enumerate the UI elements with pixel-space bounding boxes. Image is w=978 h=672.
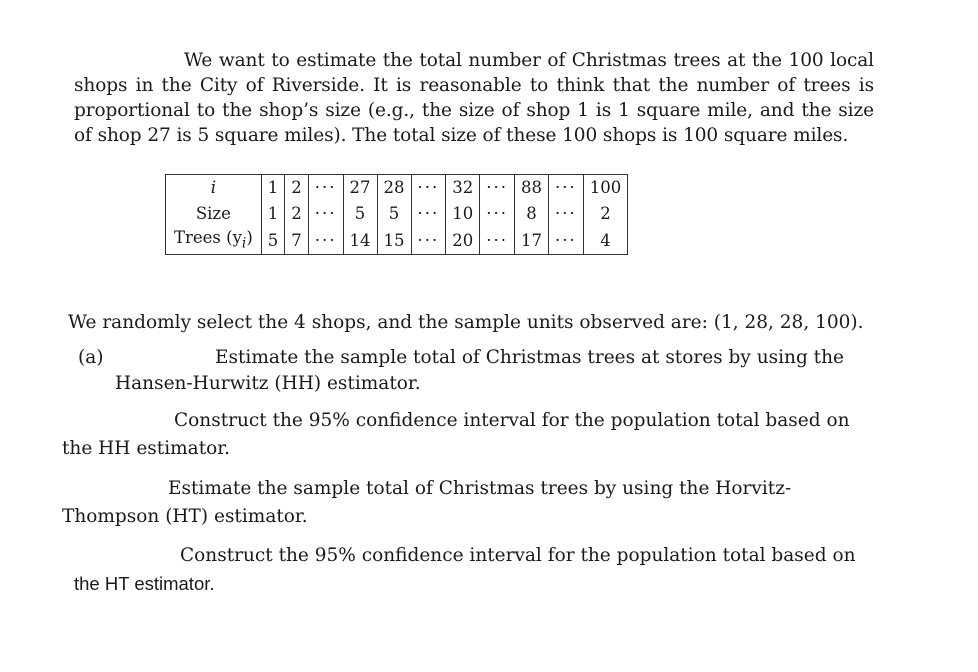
- table-cell: ···: [411, 227, 446, 255]
- intro-paragraph: We want to estimate the total number of Christmas trees at the 100 local shops in the City of Riverside. It is reasonable to think that the number of trees is proportional to the shop’s size (e.g., the size of shop 1 is 1 square mile, and the size of shop 27 is 5 square miles). The total size of these 100 shops is 100 square miles.: [74, 50, 874, 146]
- table-cell: ···: [549, 201, 584, 227]
- table-cell: 10: [446, 201, 480, 227]
- table-cell: 2: [285, 201, 309, 227]
- table-cell: ···: [308, 175, 343, 202]
- table-cell: 5: [261, 227, 285, 255]
- table-row: [166, 201, 628, 227]
- row-label-trees: Trees $(y_i)$: [166, 227, 262, 255]
- part-a-label: (a): [78, 347, 104, 368]
- question-b-line-1: Construct the 95% confidence interval for the population total based on: [174, 410, 850, 431]
- table-cell: 15: [377, 227, 411, 255]
- table-cell: 32: [446, 175, 480, 202]
- table-cell: ···: [411, 175, 446, 202]
- table-row: [166, 175, 628, 202]
- table-cell: ···: [411, 201, 446, 227]
- shop-data-table: [165, 174, 628, 255]
- sample-statement: We randomly select the 4 shops, and the sample units observed are: (1, 28, 28, 100).: [68, 312, 864, 333]
- table-cell: 1: [261, 175, 285, 202]
- table-cell: ···: [308, 227, 343, 255]
- question-d-line-1: Construct the 95% confidence interval for the population total based on: [180, 545, 856, 566]
- table-cell: 7: [285, 227, 309, 255]
- table-cell: 17: [515, 227, 549, 255]
- table-cell: ···: [308, 201, 343, 227]
- table-cell: ···: [549, 227, 584, 255]
- question-c-line-2: Thompson (HT) estimator.: [62, 506, 308, 527]
- table-cell: 1: [261, 201, 285, 227]
- table-cell: 2: [583, 201, 628, 227]
- table-cell: ···: [549, 175, 584, 202]
- table-cell: 20: [446, 227, 480, 255]
- table-cell: 27: [343, 175, 377, 202]
- table-cell: 8: [515, 201, 549, 227]
- table-cell: 100: [583, 175, 628, 202]
- question-c-line-1: Estimate the sample total of Christmas trees by using the Horvitz-: [168, 478, 792, 499]
- table-cell: 5: [377, 201, 411, 227]
- table-row: [166, 227, 628, 255]
- table-cell: 4: [583, 227, 628, 255]
- table-cell: 5: [343, 201, 377, 227]
- table-cell: ···: [480, 201, 515, 227]
- table-cell: 14: [343, 227, 377, 255]
- row-label-i: i: [166, 175, 262, 202]
- question-a-line-2: Hansen-Hurwitz (HH) estimator.: [115, 373, 421, 394]
- question-d-line-2: the HT estimator.: [74, 573, 215, 594]
- table-cell: 28: [377, 175, 411, 202]
- table-cell: ···: [480, 227, 515, 255]
- table-cell: 88: [515, 175, 549, 202]
- table-cell: ···: [480, 175, 515, 202]
- question-a-line-1: Estimate the sample total of Christmas trees at stores by using the: [215, 347, 844, 368]
- question-b-line-2: the HH estimator.: [62, 438, 230, 459]
- table-cell: 2: [285, 175, 309, 202]
- row-label-size: Size: [166, 201, 262, 227]
